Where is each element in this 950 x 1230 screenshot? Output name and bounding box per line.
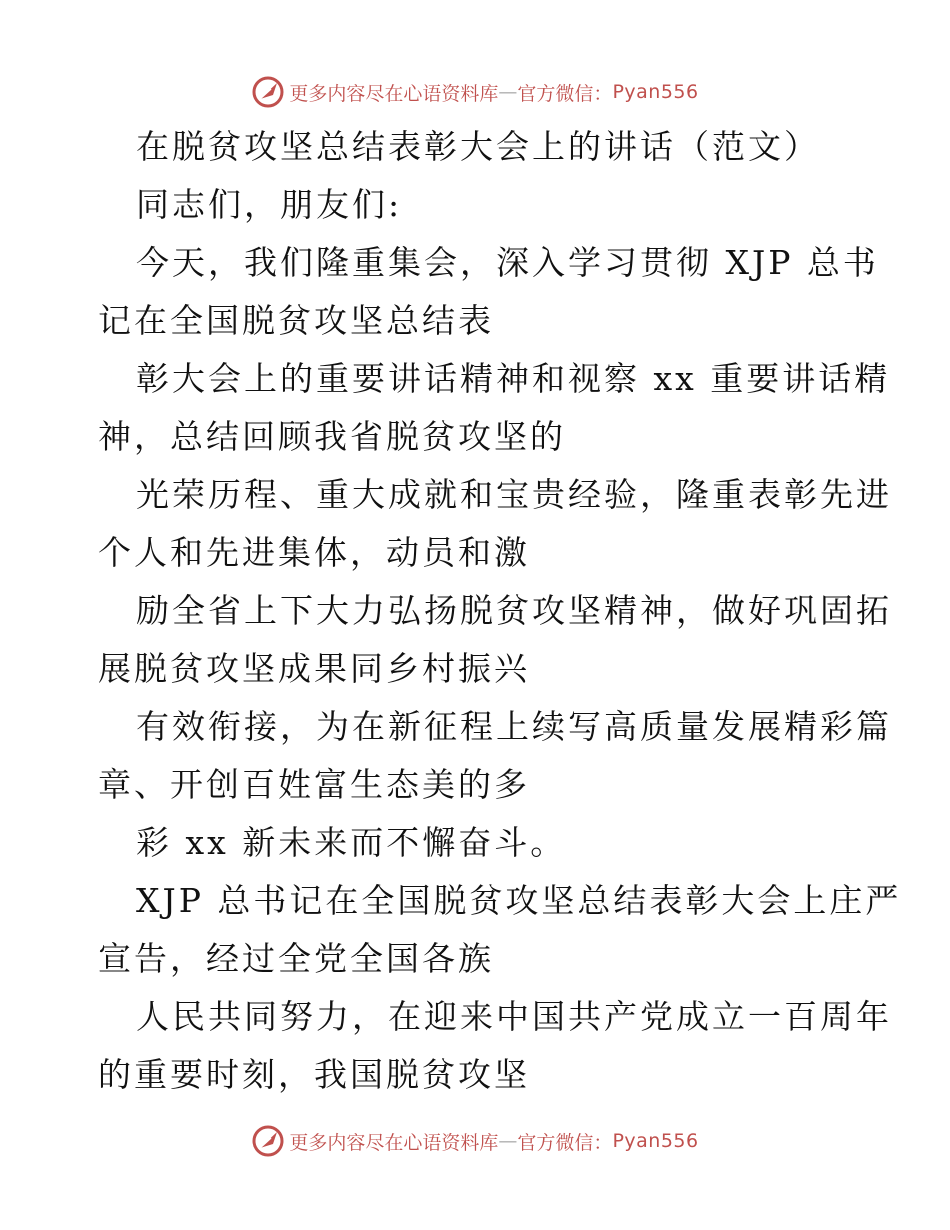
paragraph-line: 光荣历程、重大成就和宝贵经验，隆重表彰先进 <box>136 475 892 514</box>
salutation: 同志们，朋友们: <box>136 185 403 224</box>
paragraph-line: 个人和先进集体，动员和激 <box>98 533 530 572</box>
paragraph-line: 今天，我们隆重集会，深入学习贯彻 XJP 总书 <box>136 243 879 282</box>
watermark-account-label: 官方微信： <box>517 1131 613 1154</box>
paragraph-line: 宣告，经过全党全国各族 <box>98 939 494 978</box>
watermark-separator: — <box>498 1130 518 1152</box>
watermark-account-id: Pyan556 <box>612 1130 699 1152</box>
paragraph-line: 记在全国脱贫攻坚总结表 <box>98 301 494 340</box>
watermark-account-id: Pyan556 <box>612 81 699 103</box>
paragraph-line: XJP 总书记在全国脱贫攻坚总结表彰大会上庄严 <box>136 881 902 920</box>
paragraph-line: 彩 xx 新未来而不懈奋斗。 <box>136 823 567 862</box>
quill-logo-icon <box>251 75 285 109</box>
document-title: 在脱贫攻坚总结表彰大会上的讲话（范文） <box>136 127 820 166</box>
paragraph-line: 彰大会上的重要讲话精神和视察 xx 重要讲话精 <box>136 359 891 398</box>
quill-logo-icon <box>251 1124 285 1158</box>
document-body <box>0 118 950 1104</box>
paragraph-line: 励全省上下大力弘扬脱贫攻坚精神，做好巩固拓 <box>136 591 892 630</box>
paragraph-line: 人民共同努力，在迎来中国共产党成立一百周年 <box>136 997 892 1036</box>
watermark-separator: — <box>498 81 518 103</box>
paragraph-line: 有效衔接，为在新征程上续写高质量发展精彩篇 <box>136 707 892 746</box>
paragraph-line: 神，总结回顾我省脱贫攻坚的 <box>98 417 566 456</box>
paragraph-line: 章、开创百姓富生态美的多 <box>98 765 530 804</box>
paragraph-line: 的重要时刻，我国脱贫攻坚 <box>98 1055 530 1094</box>
watermark-account-label: 官方微信： <box>517 82 613 105</box>
watermark-site: 更多内容尽在心语资料库 <box>289 82 499 105</box>
header-watermark <box>0 72 950 112</box>
paragraph-line: 展脱贫攻坚成果同乡村振兴 <box>98 649 530 688</box>
footer-watermark <box>0 1121 950 1161</box>
watermark-site: 更多内容尽在心语资料库 <box>289 1131 499 1154</box>
